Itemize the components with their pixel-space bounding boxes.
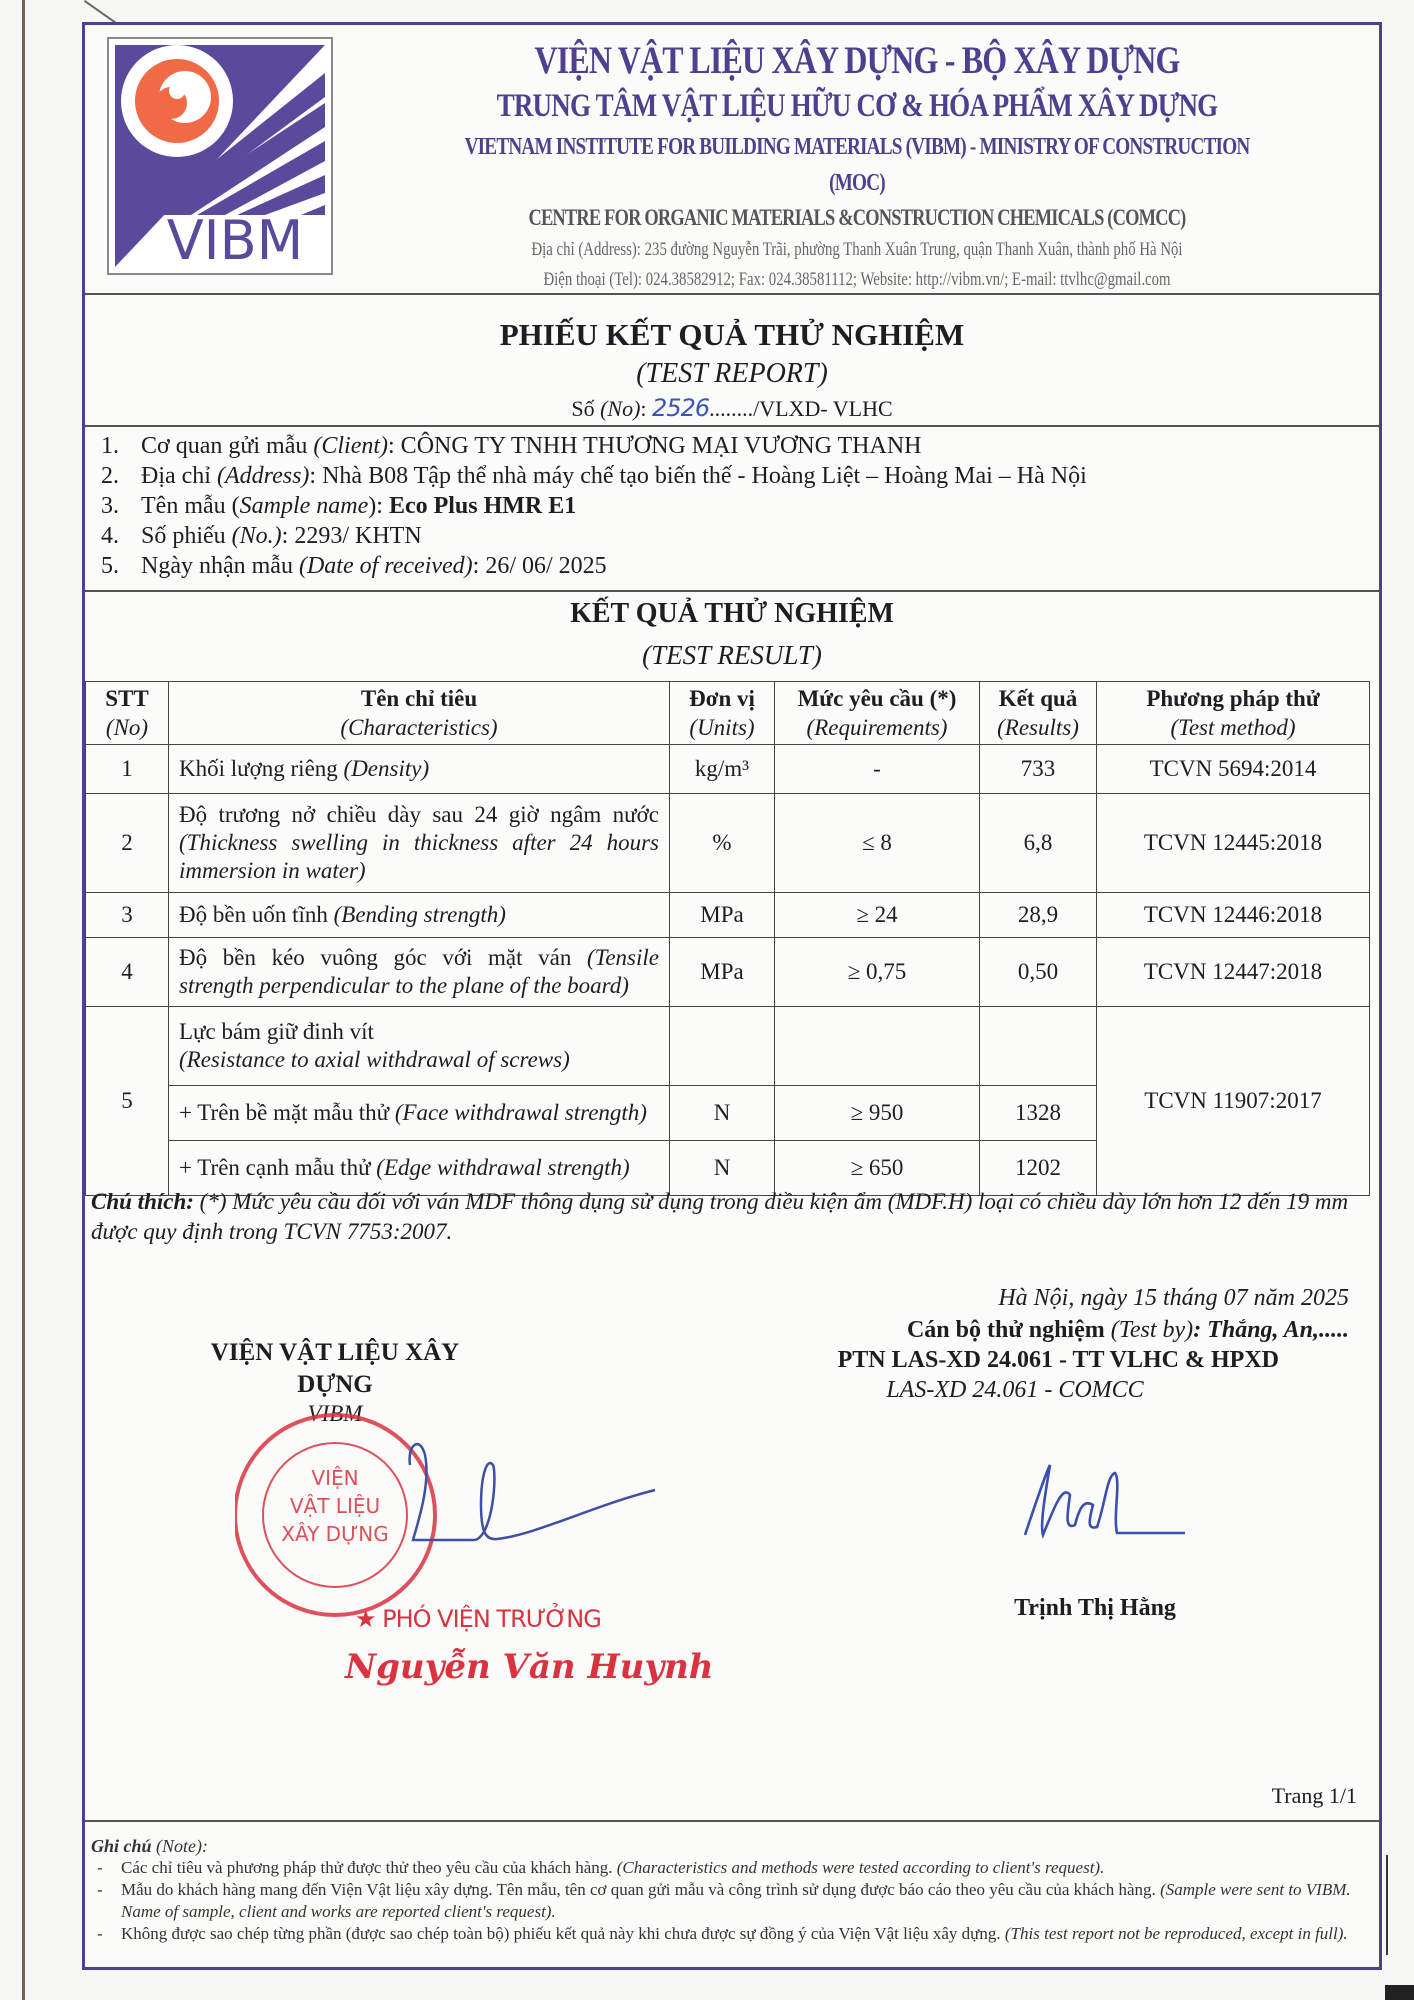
row-no: 5 [86, 1007, 169, 1196]
note-item: - Các chỉ tiêu và phương pháp thử được thử theo yêu cầu của khách hàng. (Characteristics and methods were tested according to client's request). [97, 1858, 1105, 1877]
row-requirement: ≥ 650 [775, 1141, 980, 1196]
report-number [85, 393, 1379, 424]
address-line: Địa chỉ (Address): 235 đường Nguyễn Trãi, phường Thanh Xuân Trung, quận Thanh Xuân, thành phố Hà Nội [531, 239, 1183, 260]
col-units [670, 682, 775, 745]
tested-by-names: : Thắng, An,..... [1193, 1317, 1349, 1343]
row-unit: MPa [670, 893, 775, 938]
characteristic-en: (Face withdrawal strength) [394, 1100, 647, 1125]
email-label: ; E-mail: [1004, 269, 1061, 290]
svg-text:VẬT LIỆU: VẬT LIỆU [289, 1494, 381, 1518]
info-label-en: (Date of received) [298, 553, 473, 579]
characteristic-en: (Thickness swelling in thickness after 24 hours immersion in water) [179, 830, 659, 883]
vibm-logo [107, 37, 333, 275]
test-results-table [85, 681, 1370, 1196]
row-result: 733 [980, 745, 1097, 794]
report-number-suffix: /VLXD- VLHC [753, 396, 893, 421]
vibm-logo-icon [115, 45, 325, 267]
table-row [86, 1007, 1370, 1086]
row-method: TCVN 11907:2017 [1097, 1007, 1370, 1196]
page-number: Trang 1/1 [1271, 1783, 1357, 1808]
signer-title: ★ PHÓ VIỆN TRƯỞNG [355, 1605, 601, 1633]
characteristic-vi: Độ trương nở chiều dày sau 24 giờ ngâm nước [179, 802, 659, 827]
document-frame [82, 22, 1382, 1970]
row-requirement: ≤ 8 [775, 794, 980, 893]
tested-by [907, 1317, 1349, 1344]
info-client [101, 431, 1087, 461]
row-result: 0,50 [980, 938, 1097, 1007]
row-result: 1202 [980, 1141, 1097, 1196]
row-unit: kg/m³ [670, 745, 775, 794]
footnote-text: (*) Mức yêu cầu đối với ván MDF thông dụng sử dụng trong điều kiện ẩm (MDF.H) loại có chiều dày lớn hơn 12 đến 19 mm được quy định trong TCVN 7753:2007. [91, 1189, 1349, 1244]
col-results [980, 682, 1097, 745]
col-label: Tên chỉ tiêu [360, 686, 478, 711]
website-link[interactable]: http://vibm.vn/ [915, 269, 1005, 290]
info-label: Ngày nhận mẫu [141, 553, 299, 579]
row-method: TCVN 12445:2018 [1097, 794, 1370, 893]
row-requirement: ≥ 950 [775, 1086, 980, 1141]
row-no: 3 [86, 893, 169, 938]
table-row [86, 794, 1370, 893]
notes-label-en: (Note): [151, 1836, 209, 1856]
signer-name: Nguyễn Văn Huynh [345, 1647, 714, 1687]
row-requirement: ≥ 0,75 [775, 938, 980, 1007]
row-no: 2 [86, 794, 169, 893]
svg-text:VIBM: VIBM [166, 209, 304, 267]
lab-code: PTN LAS-XD 24.061 - TT VLHC & HPXD [837, 1347, 1279, 1373]
col-label: Mức yêu cầu (*) [797, 686, 957, 711]
characteristic-en: (Bending strength) [333, 902, 506, 927]
characteristic-en: (Tensile strength perpendicular to the plane of the board) [179, 945, 659, 998]
report-title-block [85, 315, 1379, 424]
handwritten-report-number: 2526 [652, 394, 710, 422]
letterhead [85, 25, 1379, 295]
table-footnote [91, 1187, 1365, 1247]
note-en: (Sample were sent to VIBM. Name of sample, client and works are reported client's request). [121, 1880, 1351, 1921]
col-characteristics [169, 682, 670, 745]
characteristic-vi: Độ bền kéo vuông góc với mặt ván [179, 945, 587, 970]
col-no [86, 682, 169, 745]
col-label: Đơn vị [689, 686, 755, 711]
info-value: Eco Plus HMR E1 [388, 493, 577, 519]
col-requirements [775, 682, 980, 745]
info-value: : CÔNG TY TNHH THƯƠNG MẠI VƯƠNG THANH [388, 433, 922, 459]
row-unit: MPa [670, 938, 775, 1007]
info-label-en: (Address) [216, 463, 310, 489]
org-abbr: VIBM [307, 1401, 363, 1426]
info-label-en: Sample name [239, 493, 369, 519]
institute-name-en: VIETNAM INSTITUTE FOR BUILDING MATERIALS (VIBM) - MINISTRY OF CONSTRUCTION (MOC) [464, 134, 1250, 196]
notes-heading [91, 1835, 1359, 1857]
colon: : [640, 396, 653, 421]
col-label-en: (Requirements) [806, 715, 948, 740]
centre-name-en: CENTRE FOR ORGANIC MATERIALS &CONSTRUCTION CHEMICALS (COMCC) [528, 205, 1186, 230]
row-result [980, 1007, 1097, 1086]
report-number-label-en: (No) [600, 396, 641, 421]
info-label: Số phiếu [141, 523, 232, 549]
col-label: Phương pháp thử [1146, 686, 1320, 711]
notes-label: Ghi chú [91, 1836, 152, 1856]
characteristic-en: (Resistance to axial withdrawal of screws) [179, 1047, 570, 1072]
table-row [86, 938, 1370, 1007]
row-characteristic [169, 1086, 670, 1141]
footnote-label: Chú thích: [91, 1189, 194, 1214]
row-result: 28,9 [980, 893, 1097, 938]
row-requirement: ≥ 24 [775, 893, 980, 938]
info-number: 4. [101, 523, 119, 549]
row-result: 1328 [980, 1086, 1097, 1141]
info-sample-name [101, 491, 1087, 521]
contact-line [458, 265, 1257, 295]
row-unit: N [670, 1141, 775, 1196]
test-result-title: KẾT QUẢ THỬ NGHIỆM [570, 598, 894, 629]
note-vi: Mẫu do khách hàng mang đến Viện Vật liệu xây dựng. Tên mẫu, tên cơ quan gửi mẫu và công trình sử dụng được báo cáo theo yêu cầu của khách hàng. [121, 1880, 1161, 1899]
email-link[interactable]: ttvlhc@gmail.com [1060, 269, 1171, 290]
row-method: TCVN 12447:2018 [1097, 938, 1370, 1007]
table-row [86, 745, 1370, 794]
row-unit: % [670, 794, 775, 893]
characteristic-vi: Khối lượng riêng [179, 756, 344, 781]
info-number: 3. [101, 493, 119, 519]
info-label-en: (Client) [313, 433, 389, 459]
col-label-en: (Characteristics) [340, 715, 498, 740]
row-characteristic [169, 794, 670, 893]
test-result-heading [85, 593, 1379, 675]
row-requirement [775, 1007, 980, 1086]
page-edge-mark [1386, 1855, 1388, 1955]
row-no: 4 [86, 938, 169, 1007]
tester-signature-icon [985, 1445, 1205, 1565]
info-value: : Nhà B08 Tập thể nhà máy chế tạo biến thế - Hoàng Liệt – Hoàng Mai – Hà Nội [309, 463, 1087, 489]
institute-name-vi: VIỆN VẬT LIỆU XÂY DỰNG - BỘ XÂY DỰNG [534, 39, 1180, 82]
characteristic-vi: Lực bám giữ đinh vít [179, 1019, 374, 1044]
row-characteristic [169, 745, 670, 794]
tested-by-label-en: (Test by) [1110, 1317, 1194, 1343]
note-en: (Characteristics and methods were tested according to client's request). [616, 1858, 1105, 1877]
table-header-row [86, 682, 1370, 745]
col-label: Kết quả [998, 686, 1078, 711]
info-number: 5. [101, 553, 119, 579]
characteristic-vi: + Trên bề mặt mẫu thử [179, 1100, 395, 1125]
notes-section [91, 1835, 1359, 1945]
info-label: Tên mẫu ( [141, 493, 240, 519]
info-date-received [101, 551, 1087, 581]
page-edge-shadow [22, 0, 25, 2000]
characteristic-en: (Edge withdrawal strength) [376, 1155, 630, 1180]
col-label-en: (Test method) [1170, 715, 1296, 740]
characteristic-vi: + Trên cạnh mẫu thử [179, 1155, 377, 1180]
corner-block [1385, 1985, 1414, 2000]
info-label: Cơ quan gửi mẫu [141, 433, 314, 459]
characteristic-en: (Density) [343, 756, 430, 781]
divider [85, 425, 1379, 427]
row-characteristic [169, 893, 670, 938]
col-label-en: (Units) [689, 715, 755, 740]
divider [85, 590, 1379, 592]
note-vi: Không được sao chép từng phần (được sao chép toàn bộ) phiếu kết quả này khi chưa được sự đồng ý của Viện Vật liệu xây dựng. [121, 1924, 1005, 1943]
row-characteristic [169, 938, 670, 1007]
corner-mark [84, 0, 118, 25]
note-en: (This test report not be reproduced, except in full). [1004, 1924, 1348, 1943]
row-method: TCVN 5694:2014 [1097, 745, 1370, 794]
row-characteristic [169, 1007, 670, 1086]
note-item: - Mẫu do khách hàng mang đến Viện Vật liệu xây dựng. Tên mẫu, tên cơ quan gửi mẫu và công trình sử dụng được báo cáo theo yêu cầu của khách hàng. (Sample were sent to VIBM. Name of sample, client and works are reported client's request). [97, 1880, 1351, 1921]
sample-info-list [101, 431, 1087, 581]
lab-code-en: LAS-XD 24.061 - COMCC [886, 1377, 1144, 1403]
info-number: 1. [101, 433, 119, 459]
official-stamp-icon [235, 1395, 715, 1635]
org-name: VIỆN VẬT LIỆU XÂY DỰNG [210, 1339, 460, 1398]
info-address [101, 461, 1087, 491]
tested-by-label: Cán bộ thử nghiệm [906, 1317, 1111, 1343]
info-number: 2. [101, 463, 119, 489]
row-requirement: - [775, 745, 980, 794]
report-title-en: (TEST REPORT) [636, 358, 828, 389]
col-label-en: (No) [105, 715, 149, 740]
table-row [86, 893, 1370, 938]
report-title: PHIẾU KẾT QUẢ THỬ NGHIỆM [499, 317, 965, 352]
row-result: 6,8 [980, 794, 1097, 893]
issue-date: Hà Nội, ngày 15 tháng 07 năm 2025 [998, 1285, 1349, 1311]
row-no: 1 [86, 745, 169, 794]
row-unit: N [670, 1086, 775, 1141]
col-label: STT [105, 686, 149, 711]
col-test-method [1097, 682, 1370, 745]
report-number-label: Số [571, 396, 601, 421]
note-vi: Các chỉ tiêu và phương pháp thử được thử theo yêu cầu của khách hàng. [121, 1858, 617, 1877]
letterhead-text [345, 39, 1369, 295]
row-method: TCVN 12446:2018 [1097, 893, 1370, 938]
info-value: : 2293/ KHTN [281, 523, 422, 549]
info-value: : 26/ 06/ 2025 [472, 553, 607, 579]
note-item: - Không được sao chép từng phần (được sao chép toàn bộ) phiếu kết quả này khi chưa được sự đồng ý của Viện Vật liệu xây dựng. (This test report not be reproduced, except in full). [97, 1924, 1348, 1943]
info-sheet-number [101, 521, 1087, 551]
col-label-en: (Results) [997, 715, 1079, 740]
test-result-title-en: (TEST RESULT) [642, 640, 822, 670]
row-unit [670, 1007, 775, 1086]
svg-text:XÂY DỰNG: XÂY DỰNG [281, 1522, 389, 1546]
info-label: Địa chỉ [141, 463, 217, 489]
dots: ........ [709, 396, 754, 421]
info-label-en: (No.) [231, 523, 282, 549]
divider [85, 1820, 1379, 1822]
svg-text:VIỆN: VIỆN [311, 1466, 359, 1490]
phone-fax: Điện thoại (Tel): 024.38582912; Fax: 024.38581112; Website: [543, 269, 916, 290]
tester-name: Trịnh Thị Hằng [1014, 1595, 1176, 1621]
centre-name-vi: TRUNG TÂM VẬT LIỆU HỮU CƠ & HÓA PHẨM XÂY DỰNG [496, 88, 1218, 124]
characteristic-vi: Độ bền uốn tĩnh [179, 902, 334, 927]
info-sep: ): [368, 493, 389, 519]
